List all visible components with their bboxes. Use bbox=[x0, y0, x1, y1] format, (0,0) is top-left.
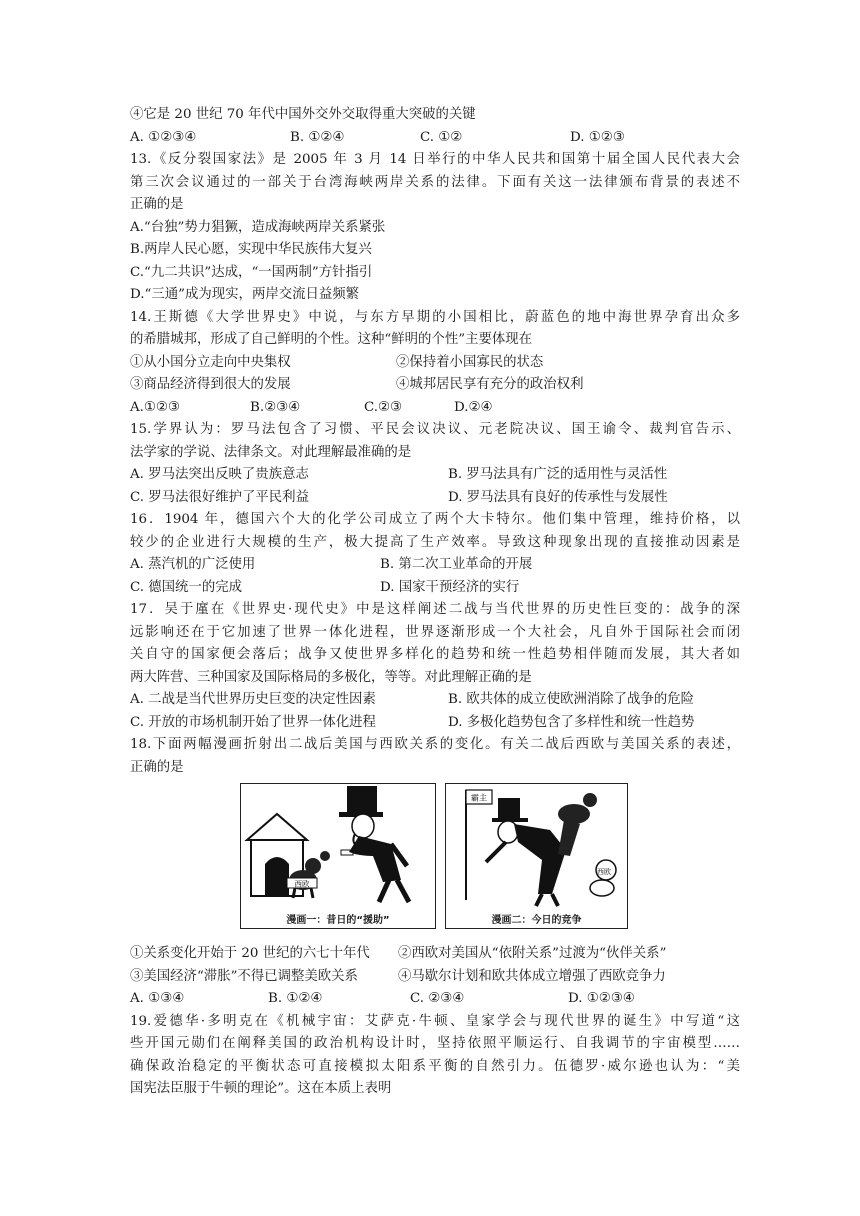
q17-option-c: C. 开放的市场机制开始了世界一体化进程 bbox=[130, 714, 376, 730]
q18-item-2: ②西欧对美国从“依附关系”过渡为“伙伴关系” bbox=[398, 946, 667, 961]
cartoon-2-drawing bbox=[446, 784, 627, 910]
q16-option-b: B. 第二次工业革命的开展 bbox=[380, 557, 533, 572]
q16-options-row bbox=[130, 554, 740, 577]
q18-items-row bbox=[130, 966, 740, 989]
q12-option-a: A. ①②③④ bbox=[130, 129, 197, 145]
q15-options-row bbox=[130, 464, 740, 487]
q15-option-c: C. 罗马法很好维护了平民利益 bbox=[130, 489, 309, 505]
q13-option-d: D.“三通”成为现实，两岸交流日益频繁 bbox=[130, 287, 360, 302]
q15-option-b: B. 罗马法具有广泛的适用性与灵活性 bbox=[448, 467, 668, 482]
q14-option-a: A.①②③ bbox=[130, 399, 180, 415]
q14-option-d: D.②④ bbox=[454, 399, 493, 415]
q18-items-row bbox=[130, 943, 740, 966]
q18-option-c: C. ②③④ bbox=[410, 991, 465, 1006]
q16-option-a: A. 蒸汽机的广泛使用 bbox=[130, 557, 256, 572]
q16-stem-line: 较少的企业进行大规模的生产，极大提高了生产效率。导致这种现象出现的直接推动因素是 bbox=[130, 534, 740, 550]
q17-stem-line: 17．吴于廑在《世界史·现代史》中是这样阐述二战与当代世界的历史性巨变的：战争的深 bbox=[130, 602, 740, 617]
cartoon-1 bbox=[240, 783, 436, 929]
q16-option-c: C. 德国统一的完成 bbox=[130, 579, 243, 595]
cartoon-2-flag: 霸主 bbox=[471, 793, 487, 803]
q15-options-row bbox=[130, 487, 740, 510]
q15-stem-line: 法学家的学说、法律条文。对此理解最准确的是 bbox=[130, 444, 412, 460]
q15-stem-line: 15.学界认为：罗马法包含了习惯、平民会议决议、元老院决议、国王谕令、裁判官告示、 bbox=[130, 422, 740, 437]
q18-item-3: ③美国经济“滞胀”不得已调整美欧关系 bbox=[130, 968, 358, 984]
q13-stem-line: 第三次会议通过的一部关于台湾海峡两岸关系的法律。下面有关这一法律颁布背景的表述不 bbox=[130, 174, 740, 190]
q18-options bbox=[130, 988, 740, 1011]
q18-item-1: ①关系变化开始于 20 世纪的六七十年代 bbox=[130, 946, 370, 961]
cartoon-1-drawing bbox=[241, 784, 435, 910]
q12-option-d: D. ①②③ bbox=[570, 129, 625, 145]
q14-options bbox=[130, 397, 740, 420]
q18-option-b: B. ①②④ bbox=[268, 991, 323, 1006]
q17-option-a: A. 二战是当代世界历史巨变的决定性因素 bbox=[130, 692, 376, 707]
q17-options-row bbox=[130, 689, 740, 712]
q12-option-c: C. ①② bbox=[420, 129, 463, 145]
q18-stem-line: 正确的是 bbox=[130, 759, 184, 775]
q15-option-d: D. 罗马法具有良好的传承性与发展性 bbox=[448, 489, 668, 505]
q14-item-3: ③商品经济得到很大的发展 bbox=[130, 377, 291, 392]
q18-option-a: A. ①③④ bbox=[130, 991, 185, 1006]
q12-item-4: ④它是 20 世纪 70 年代中国外交外交取得重大突破的关键 bbox=[130, 107, 476, 122]
q14-item-4: ④城邦居民享有充分的政治权利 bbox=[396, 377, 584, 392]
cartoon-2-caption: 漫画二：今日的竞争 bbox=[491, 915, 582, 926]
q18-stem-line: 18.下面两幅漫画折射出二战后美国与西欧关系的变化。有关二战后西欧与美国关系的表述， bbox=[130, 737, 740, 752]
q15-option-a: A. 罗马法突出反映了贵族意志 bbox=[130, 467, 309, 482]
cartoon-2-tag: 西欧 bbox=[597, 868, 611, 876]
q18-cartoons bbox=[130, 783, 740, 939]
q17-stem-line: 远影响还在于它加速了世界一体化进程，世界逐渐形成一个大社会，凡自外于国际社会而闭 bbox=[130, 624, 740, 640]
q14-option-b: B.②③④ bbox=[250, 399, 301, 415]
q19-stem-line: 国宪法臣服于牛顿的理论”。这在本质上表明 bbox=[130, 1081, 392, 1096]
q16-option-d: D. 国家干预经济的实行 bbox=[380, 579, 520, 595]
q18-item-4: ④马歇尔计划和欧共体成立增强了西欧竞争力 bbox=[398, 968, 666, 984]
q13-option-a: A.“台独”势力猖獗，造成海峡两岸关系紧张 bbox=[130, 219, 386, 235]
cartoon-2 bbox=[445, 783, 628, 929]
q16-stem-line: 16．1904 年，德国六个大的化学公司成立了两个大卡特尔。他们集中管理，维持价格，以 bbox=[130, 512, 740, 527]
q14-item-2: ②保持着小国寡民的状态 bbox=[396, 354, 544, 370]
q16-options-row bbox=[130, 577, 740, 600]
q14-option-c: C.②③ bbox=[364, 399, 403, 415]
q14-items-row bbox=[130, 374, 740, 397]
q17-stem-line: 关自守的国家便会落后；战争又使世界多样化的趋势和统一性趋势相伴随而发展，其大者如 bbox=[130, 647, 740, 662]
cartoon-1-tag: 西欧 bbox=[294, 879, 310, 889]
q19-stem-line: 19.爱德华·多明克在《机械宇宙：艾萨克·牛顿、皇家学会与现代世界的诞生》中写道“这 bbox=[130, 1013, 740, 1029]
cartoon-1-caption: 漫画一：昔日的“援助” bbox=[286, 915, 390, 926]
q14-item-1: ①从小国分立走向中央集权 bbox=[130, 354, 291, 370]
q13-stem-line: 13.《反分裂国家法》是 2005 年 3 月 14 日举行的中华人民共和国第十届全国人民代表大会 bbox=[130, 152, 740, 167]
q13-stem-line: 正确的是 bbox=[130, 197, 184, 212]
exam-page bbox=[130, 104, 740, 1101]
q19-stem-line: 确保政治稳定的平衡状态可直接模拟太阳系平衡的自然引力。伍德罗·威尔逊也认为：“美 bbox=[130, 1058, 740, 1074]
q17-option-b: B. 欧共体的成立使欧洲消除了战争的危险 bbox=[448, 692, 694, 707]
q14-items-row bbox=[130, 352, 740, 375]
q19-stem-line: 些开国元勋们在阐释美国的政治机构设计时，坚持依照平顺运行、自我调节的宇宙模型…… bbox=[130, 1036, 740, 1051]
q12-options bbox=[130, 127, 740, 150]
q14-stem-line: 的希腊城邦，形成了自己鲜明的个性。这种“鲜明的个性”主要体现在 bbox=[130, 332, 533, 347]
q17-option-d: D. 多极化趋势包含了多样性和统一性趋势 bbox=[448, 714, 695, 730]
q18-option-d: D. ①②③④ bbox=[568, 991, 635, 1006]
q12-option-b: B. ①②④ bbox=[290, 129, 345, 145]
q13-option-c: C.“九二共识”达成，“一国两制”方针指引 bbox=[130, 264, 373, 280]
q17-options-row bbox=[130, 712, 740, 735]
q17-stem-line: 两大阵营、三种国家及国际格局的多极化，等等。对此理解正确的是 bbox=[130, 669, 532, 685]
q14-stem-line: 14.王斯德《大学世界史》中说，与东方早期的小国相比，蔚蓝色的地中海世界孕育出众多 bbox=[130, 309, 740, 325]
q13-option-b: B.两岸人民心愿，实现中华民族伟大复兴 bbox=[130, 242, 372, 257]
